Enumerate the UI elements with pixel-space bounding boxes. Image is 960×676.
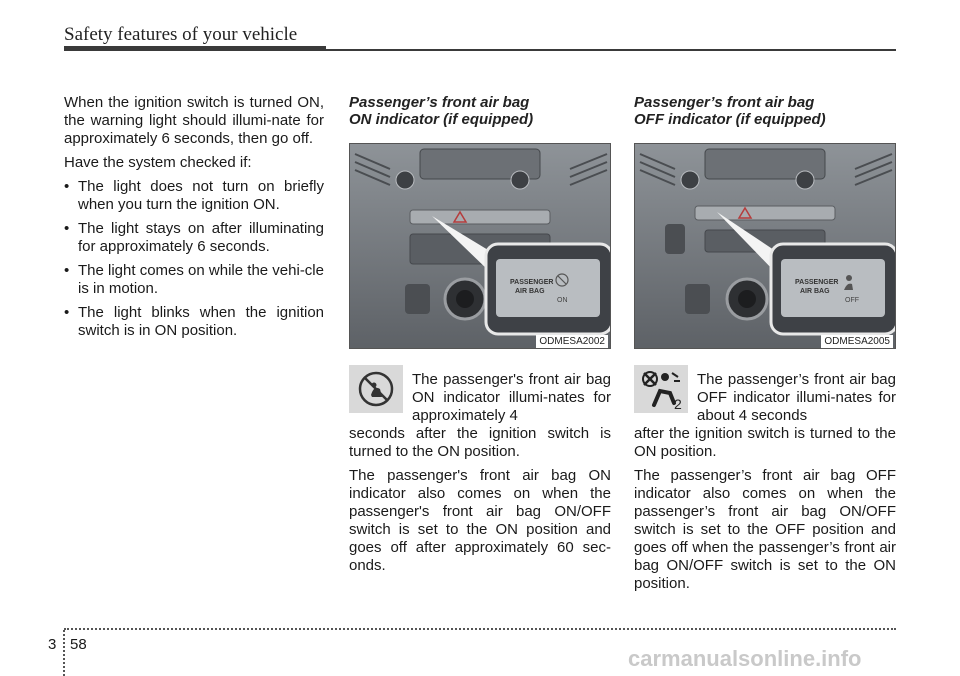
intro-paragraph: When the ignition switch is turned ON, the warning light should illumi-nate for approximately 6 seconds, then go off. xyxy=(64,94,324,147)
airbag-on-indicator-icon xyxy=(349,365,403,413)
on-indicator-wrap-text: The passenger's front air bag ON indicator illumi-nates for approximately 4 xyxy=(412,371,611,424)
panel-state: OFF xyxy=(845,297,859,304)
on-indicator-body xyxy=(349,425,611,581)
heading-line: ON indicator (if equipped) xyxy=(349,111,534,128)
page-number: 58 xyxy=(70,636,87,653)
off-indicator-wrap-text: The passenger’s front air bag OFF indicator illumi-nates for about 4 seconds xyxy=(697,371,896,424)
body-paragraph: seconds after the ignition switch is turned to the ON position. xyxy=(349,425,611,460)
photo-caption: ODMESA2002 xyxy=(536,335,608,348)
chapter-number: 3 xyxy=(48,636,57,653)
svg-text:2: 2 xyxy=(674,396,682,412)
dashboard-photo-off xyxy=(634,143,896,349)
footer-divider xyxy=(63,630,65,676)
dashboard-illustration xyxy=(635,144,896,349)
check-list xyxy=(64,178,324,340)
list-item: • The light does not turn on briefly when you turn the ignition ON. xyxy=(64,178,324,214)
dashboard-illustration xyxy=(350,144,611,349)
list-item: • The light comes on while the vehi-cle is in motion. xyxy=(64,262,324,298)
off-indicator-heading xyxy=(634,94,896,128)
footer-rule xyxy=(64,628,896,630)
body-paragraph: The passenger's front air bag ON indicator also comes on when the passenger's front air bag ON/OFF switch is set to the ON position and goes off after approximately 60 sec-onds. xyxy=(349,467,611,574)
panel-state: ON xyxy=(557,297,568,304)
list-item: • The light stays on after illuminating for approximately 6 seconds. xyxy=(64,220,324,256)
on-indicator-heading xyxy=(349,94,611,128)
panel-label-1: PASSENGER xyxy=(795,279,839,286)
header-rule-thick xyxy=(64,46,326,51)
heading-line: Passenger’s front air bag xyxy=(634,94,815,111)
watermark: carmanualsonline.info xyxy=(628,646,862,671)
page-header-title: Safety features of your vehicle xyxy=(64,24,298,45)
body-paragraph: after the ignition switch is turned to the ON position. xyxy=(634,425,896,460)
heading-line: Passenger’s front air bag xyxy=(349,94,530,111)
check-paragraph: Have the system checked if: xyxy=(64,154,252,171)
column-warning-light xyxy=(64,94,324,346)
panel-label-2: AIR BAG xyxy=(800,288,830,295)
heading-line: OFF indicator (if equipped) xyxy=(634,111,826,128)
body-paragraph: The passenger’s front air bag OFF indicator also comes on when the passenger’s front air bag ON/OFF switch is set to the OFF position and goes off when the passenger’s front air bag ON/OFF switch is set to the ON position. xyxy=(634,467,896,592)
list-item: • The light blinks when the ignition switch is in ON position. xyxy=(64,304,324,340)
dashboard-photo-on xyxy=(349,143,611,349)
off-indicator-body xyxy=(634,425,896,599)
photo-caption: ODMESA2005 xyxy=(821,335,893,348)
panel-label-1: PASSENGER xyxy=(510,279,554,286)
header-rule-thin xyxy=(326,49,896,51)
panel-label-2: AIR BAG xyxy=(515,288,545,295)
airbag-off-indicator-icon xyxy=(634,365,688,413)
